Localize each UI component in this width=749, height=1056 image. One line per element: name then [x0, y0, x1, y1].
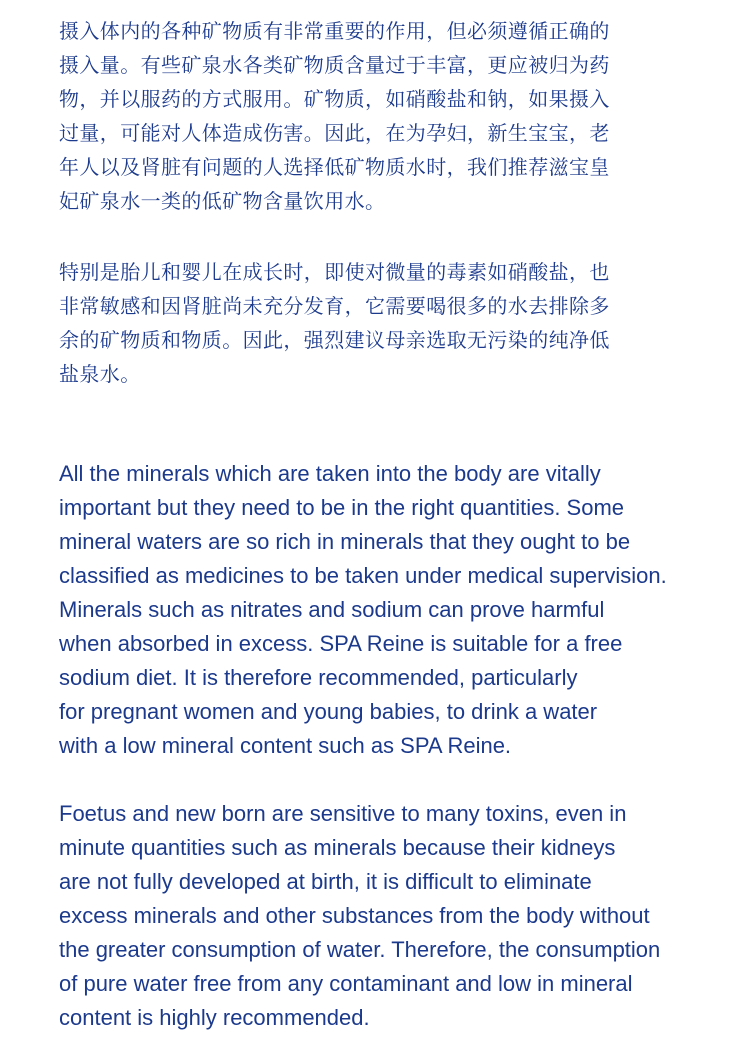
text-line: 摄入量。有些矿泉水各类矿物质含量过于丰富，更应被归为药 [59, 53, 610, 77]
text-line: 盐泉水。 [59, 362, 141, 386]
text-line: are not fully developed at birth, it is difficult to eliminate [59, 869, 592, 894]
text-line: important but they need to be in the right quantities. Some [59, 495, 625, 520]
text-line: 摄入体内的各种矿物质有非常重要的作用，但必须遵循正确的 [59, 19, 610, 43]
text-line: All the minerals which are taken into the body are vitally [59, 461, 601, 486]
text-line: 物，并以服药的方式服用。矿物质，如硝酸盐和钠，如果摄入 [59, 87, 610, 111]
text-line: Minerals such as nitrates and sodium can prove harmful [59, 597, 605, 622]
text-line: 余的矿物质和物质。因此，强烈建议母亲选取无污染的纯净低 [59, 328, 610, 352]
text-line: classified as medicines to be taken under medical supervision. [59, 563, 667, 588]
text-line: when absorbed in excess. SPA Reine is suitable for a free [59, 631, 623, 656]
text-line: for pregnant women and young babies, to drink a water [59, 699, 598, 724]
text-line: with a low mineral content such as SPA Reine. [59, 733, 512, 758]
english-paragraph-1 [59, 457, 667, 763]
text-line: 非常敏感和因肾脏尚未充分发育，它需要喝很多的水去排除多 [59, 294, 610, 318]
text-line: excess minerals and other substances from the body without [59, 903, 650, 928]
text-line: minute quantities such as minerals because their kidneys [59, 835, 616, 860]
text-line: mineral waters are so rich in minerals that they ought to be [59, 529, 631, 554]
text-line: the greater consumption of water. Therefore, the consumption [59, 937, 661, 962]
english-paragraph-2 [59, 797, 660, 1035]
text-line: content is highly recommended. [59, 1005, 370, 1030]
text-line: sodium diet. It is therefore recommended, particularly [59, 665, 578, 690]
text-line: 妃矿泉水一类的低矿物含量饮用水。 [59, 189, 386, 213]
chinese-paragraph-2 [59, 255, 610, 391]
text-line: 过量，可能对人体造成伤害。因此，在为孕妇，新生宝宝，老 [59, 121, 610, 145]
text-line: Foetus and new born are sensitive to many toxins, even in [59, 801, 627, 826]
text-line: of pure water free from any contaminant and low in mineral [59, 971, 633, 996]
text-line: 特别是胎儿和婴儿在成长时，即使对微量的毒素如硝酸盐，也 [59, 260, 610, 284]
chinese-paragraph-1 [59, 14, 610, 218]
text-line: 年人以及肾脏有问题的人选择低矿物质水时，我们推荐滋宝皇 [59, 155, 610, 179]
